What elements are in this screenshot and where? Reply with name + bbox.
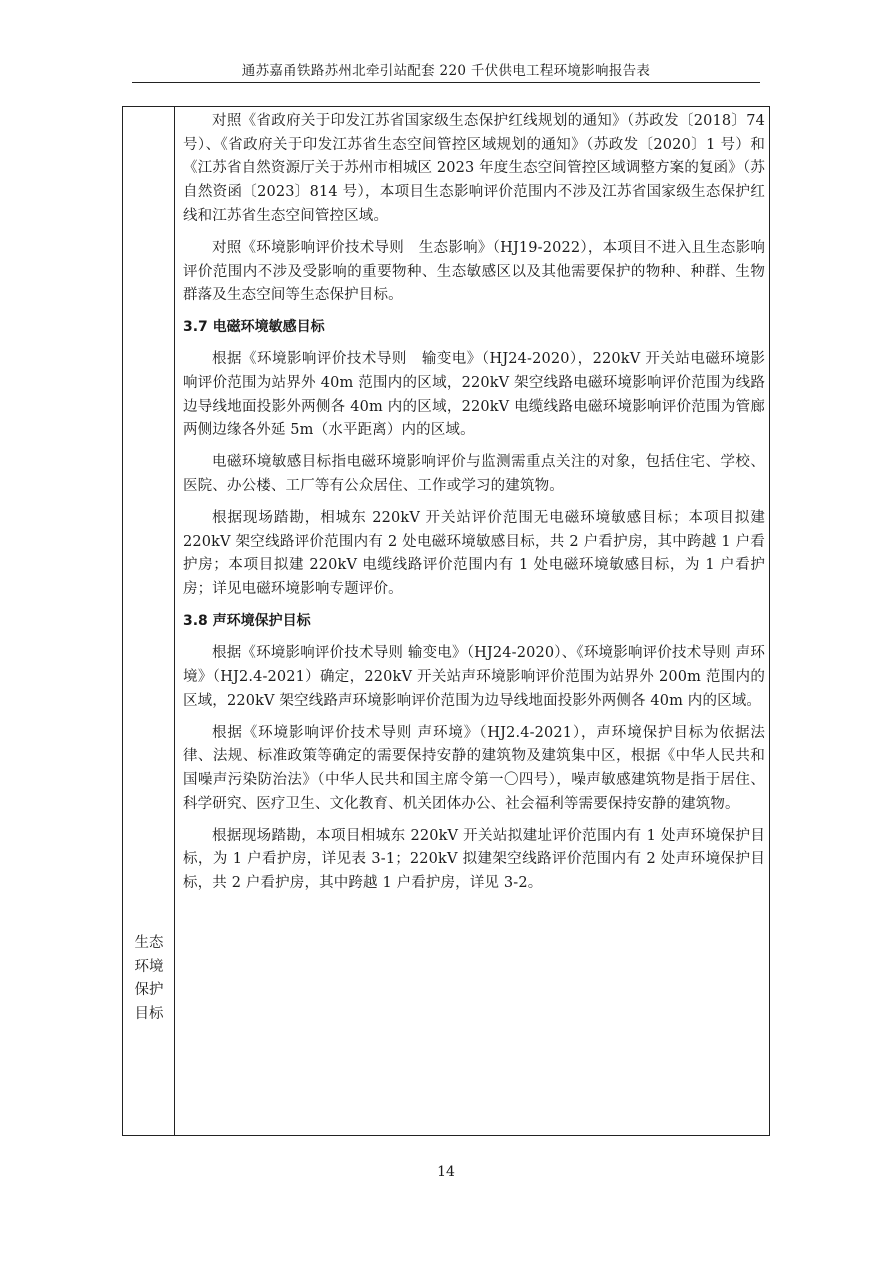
section-heading: 3.7 电磁环境敏感目标 <box>183 319 325 336</box>
content-cell <box>183 110 765 904</box>
section-heading: 3.8 声环境保护目标 <box>183 613 311 630</box>
report-table <box>122 106 770 1136</box>
row-label-cell <box>123 107 175 1135</box>
body-paragraph: 对照《环境影响评价技术导则 生态影响》（HJ19-2022），本项目不进入且生态影响评价范围内不涉及受影响的重要物种、生态敏感区以及其他需要保护的物种、种群、生物群落及生态空间等生态保护目标。 <box>183 239 765 304</box>
page-number: 14 <box>437 1164 455 1180</box>
body-paragraph: 根据《环境影响评价技术导则 输变电》（HJ24-2020）、《环境影响评价技术导则 声环境》（HJ2.4-2021）确定，220kV 开关站声环境影响评价范围为站界外 200m 范围内的区域，220kV 架空线路声环境影响评价范围为边导线地面投影外两侧各 40m 内的区域。 <box>183 645 765 709</box>
body-paragraph: 根据《环境影响评价技术导则 声环境》（HJ2.4-2021），声环境保护目标为依据法律、法规、标准政策等确定的需要保持安静的建筑物及建筑集中区，根据《中华人民共和国噪声污染防治法》（中华人民共和国主席令第一〇四号），噪声敏感建筑物是指于居住、科学研究、医疗卫生、文化教育、机关团体办公、社会福利等需要保持安静的建筑物。 <box>183 724 765 812</box>
header-rule <box>132 82 760 83</box>
body-paragraph: 根据《环境影响评价技术导则 输变电》（HJ24-2020），220kV 开关站电磁环境影响评价范围为站界外 40m 范围内的区域，220kV 架空线路电磁环境影响评价范围为线路边导线地面投影外两侧各 40m 内的区域，220kV 电缆线路电磁环境影响评价范围为管廊两侧边缘各外延 5m（水平距离）内的区域。 <box>183 351 765 439</box>
running-header: 通苏嘉甬铁路苏州北牵引站配套 220 千伏供电工程环境影响报告表 <box>241 63 651 79</box>
row-label: 生态 环境 保护 目标 <box>134 935 164 1022</box>
body-paragraph: 根据现场踏勘，本项目相城东 220kV 开关站拟建址评价范围内有 1 处声环境保护目标，为 1 户看护房，详见表 3-1；220kV 拟建架空线路评价范围内有 2 处声环境保护目标，共 2 户看护房，其中跨越 1 户看护房，详见 3-2。 <box>183 827 765 892</box>
body-paragraph: 根据现场踏勘，相城东 220kV 开关站评价范围无电磁环境敏感目标；本项目拟建 220kV 架空线路评价范围内有 2 处电磁环境敏感目标，共 2 户看护房，其中跨越 1 户看护房；本项目拟建 220kV 电缆线路评价范围内有 1 处电磁环境敏感目标，为 1 户看护房；详见电磁环境影响专题评价。 <box>183 510 765 598</box>
body-paragraph: 电磁环境敏感目标指电磁环境影响评价与监测需重点关注的对象，包括住宅、学校、医院、办公楼、工厂等有公众居住、工作或学习的建筑物。 <box>183 454 765 495</box>
body-paragraph: 对照《省政府关于印发江苏省国家级生态保护红线规划的通知》（苏政发〔2018〕74 号）、《省政府关于印发江苏省生态空间管控区域规划的通知》（苏政发〔2020〕1 号）和《江苏省自然资源厅关于苏州市相城区 2023 年度生态空间管控区域调整方案的复函》（苏自然资函〔2023〕814 号），本项目生态影响评价范围内不涉及江苏省国家级生态保护红线和江苏省生态空间管控区域。 <box>183 113 765 224</box>
